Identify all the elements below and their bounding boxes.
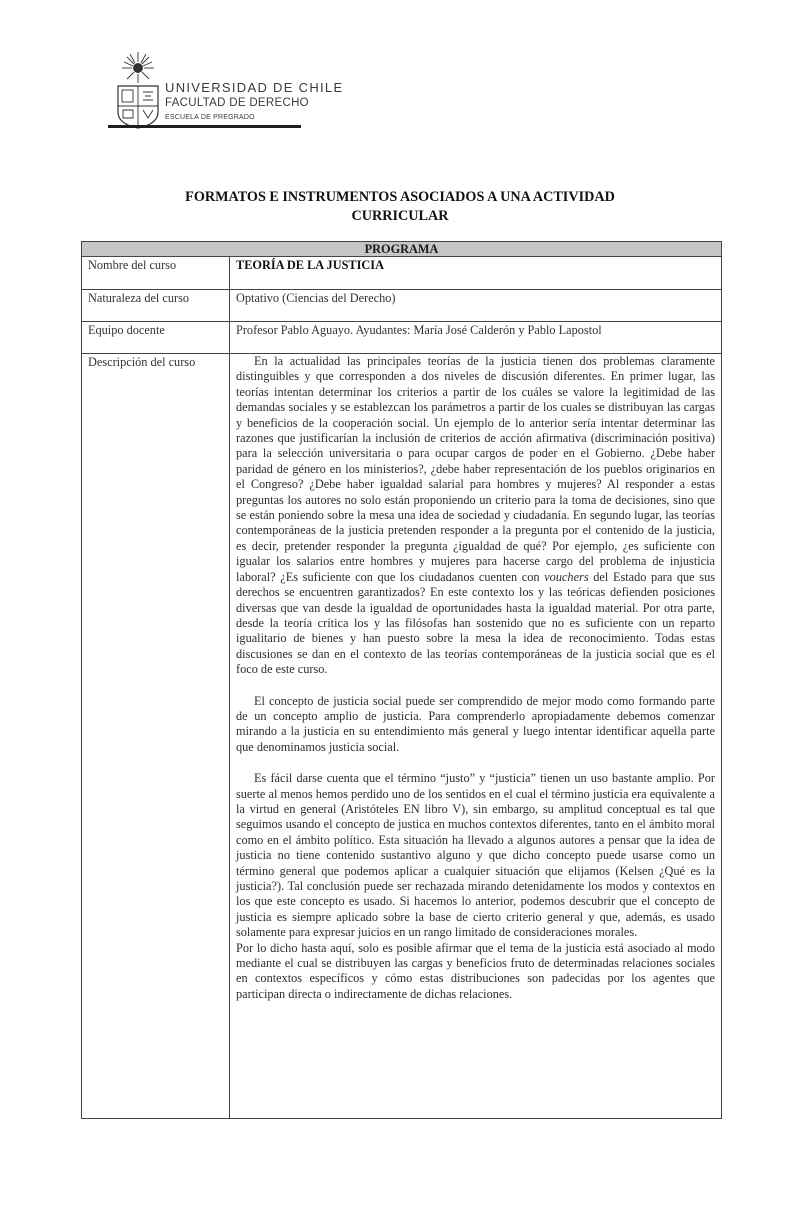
faculty-name: FACULTAD DE DERECHO xyxy=(165,97,309,109)
teaching-team-value: Profesor Pablo Aguayo. Ayudantes: María José Calderón y Pablo Lapostol xyxy=(230,322,722,354)
institution-block xyxy=(165,80,343,123)
row-label-course-name: Nombre del curso xyxy=(82,257,230,290)
course-description xyxy=(230,354,722,1119)
document-title-line1: FORMATOS E INSTRUMENTOS ASOCIADOS A UNA ACTIVIDAD xyxy=(185,189,615,205)
school-name: ESCUELA DE PREGRADO xyxy=(165,114,255,121)
table-row xyxy=(82,354,722,1119)
program-table-header: PROGRAMA xyxy=(82,242,722,257)
document-title-line2: CURRICULAR xyxy=(351,208,449,224)
description-paragraph-3: Es fácil darse cuenta que el término “justo” y “justicia” tienen un uso bastante amplio. Por suerte al menos hemos perdido uno de los sentidos en el cual el término justicia era equivalente a la virtud en general (Aristóteles EN libro V), sin embargo, su amplitud conceptual es tal que seguimos usando el concepto de justica en muchos contextos diferentes, tanto en el ámbito moral como en el ámbito político. Esta situación ha llevado a algunos autores a pensar que la idea de justicia no tiene contenido sustantivo alguno y que dicho concepto puede usarse como un término general que podemos aplicar a cualquier situación que elijamos (Kelsen ¿Qué es la justicia?). Tal conclusión puede ser rechazada mirando detenidamente los modos y contextos en los que este concepto es usado. Si hacemos lo anterior, podemos descubrir que el concepto de justicia es siempre aplicado sobre la base de cierto criterio general y que, además, es usado solamente para expresar juicios en un rango limitado de consideraciones morales. xyxy=(236,771,715,940)
row-label-teaching-team: Equipo docente xyxy=(82,322,230,354)
description-p1-italic: vouchers xyxy=(544,569,589,584)
university-name: UNIVERSIDAD DE CHILE xyxy=(165,80,344,95)
description-paragraph-2: El concepto de justicia social puede ser comprendido de mejor modo como formando parte de un concepto amplio de justicia. Para comprenderlo apropiadamente debemos comenzar mirando a la justicia en su entendimiento más general y luego intentar identificar aquella parte que denominamos justicia social. xyxy=(236,693,715,754)
table-row xyxy=(82,290,722,322)
description-paragraph-1 xyxy=(236,354,715,678)
description-paragraph-4: Por lo dicho hasta aquí, solo es posible afirmar que el tema de la justicia está asociado al modo mediante el cual se distribuyen las cargas y beneficios fruto de determinadas relaciones sociales en contextos específicos y cómo estas distribuciones son padecidas por los agentes que participan directa o indirectamente de dichas relaciones. xyxy=(236,940,715,1001)
row-label-course-description: Descripción del curso xyxy=(82,354,230,1119)
description-p1-start: En la actualidad las principales teorías de la justicia tienen dos problemas claramente distinguibles y que corresponden a dos niveles de discusión diferentes. En primer lugar, las teorías intentan determinar los criterios a partir de los cuáles se valore la legitimidad de las demandas sociales y se establezcan los parámetros a partir de los cuales se distribuyan las cargas y beneficios de la cooperación social. Un ejemplo de lo anterior sería intentar determinar las razones que justificarían la inclusión de criterios de acción afirmativa (discriminación positiva) para la selección universitaria o para ocupar cargos de poder en el Gobierno. ¿Debe haber paridad de género en los ministerios?, ¿debe haber representación de los pueblos originarios en el Congreso? ¿Debe haber igualdad salarial para hombres y mujeres? Al responder a estas preguntas los autores no solo están proponiendo un criterio para la toma de decisiones, sino que se están poniendo sobre la mesa una idea de sociedad y ciudadanía. En segundo lugar, las teorías contemporáneas de la justicia pretenden responder a la pregunta por el contenido de la justicia, es decir, pretender responder la pregunta ¿igualdad de qué? Por ejemplo, ¿es suficiente con igualar los salarios entre hombres y mujeres para hacerse cargo del problema de injusticia laboral? ¿Es suficiente con que los ciudadanos cuenten con xyxy=(236,354,715,584)
table-row xyxy=(82,257,722,290)
university-crest-icon xyxy=(108,50,168,130)
course-nature-value: Optativo (Ciencias del Derecho) xyxy=(230,290,722,322)
table-row xyxy=(82,322,722,354)
document-title xyxy=(90,188,710,226)
row-label-course-nature: Naturaleza del curso xyxy=(82,290,230,322)
header-rule xyxy=(108,125,301,128)
course-name-value: TEORÍA DE LA JUSTICIA xyxy=(230,257,722,290)
description-p1-end: del Estado para que sus derechos se encuentren garantizados? En este contexto los y las teóricas defienden posiciones diversas que van desde la igualdad de oportunidades hasta la igualdad material. Por otra parte, desde la teoría crítica los y las filósofas han sostenido que no es suficiente con un reparto igualitario de bienes y han puesto sobre la mesa la idea de reconocimiento. Todas estas discusiones se dan en el contexto de las teorías contemporáneas de la justicia social que es el foco de este curso. xyxy=(236,569,716,677)
program-table xyxy=(81,241,722,1119)
